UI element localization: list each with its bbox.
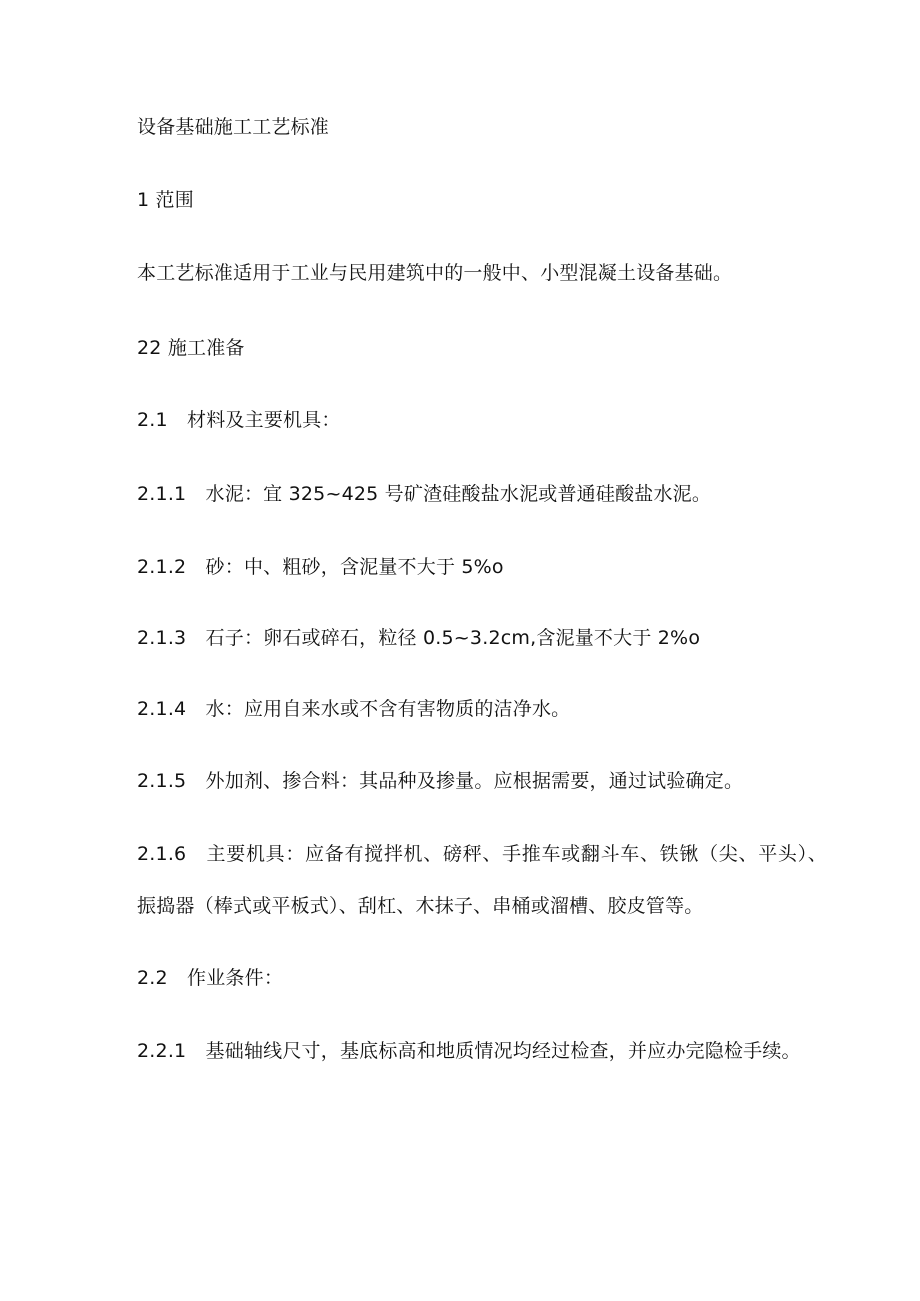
item-foundation-axis: 2.2.1 基础轴线尺寸，基底标高和地质情况均经过检查，并应办完隐检手续。 (137, 1040, 801, 1062)
item-main-tools: 2.1.6 主要机具：应备有搅拌机、磅秤、手推车或翻斗车、铁锹（尖、平头）、振捣器（棒式或平板式）、刮杠、木抹子、串桶或溜槽、胶皮管等。 (137, 843, 827, 917)
item-admixture: 2.1.5 外加剂、掺合料：其品种及掺量。应根据需要，通过试验确定。 (137, 770, 744, 792)
item-gravel: 2.1.3 石子：卵石或碎石，粒径 0.5~3.2cm,含泥量不大于 2%o (137, 627, 701, 649)
section-heading-scope: 1 范围 (137, 189, 194, 211)
subsection-work-conditions: 2.2 作业条件： (137, 967, 284, 989)
paragraph-scope: 本工艺标准适用于工业与民用建筑中的一般中、小型混凝土设备基础。 (137, 262, 733, 284)
item-sand: 2.1.2 砂：中、粗砂，含泥量不大于 5%o (137, 556, 504, 578)
document-title: 设备基础施工工艺标准 (137, 116, 330, 138)
section-heading-preparation: 22 施工准备 (137, 337, 245, 359)
item-water: 2.1.4 水：应用自来水或不含有害物质的洁净水。 (137, 698, 571, 720)
subsection-materials: 2.1 材料及主要机具： (137, 409, 341, 431)
item-cement: 2.1.1 水泥：宜 325~425 号矿渣硅酸盐水泥或普通硅酸盐水泥。 (137, 483, 712, 505)
